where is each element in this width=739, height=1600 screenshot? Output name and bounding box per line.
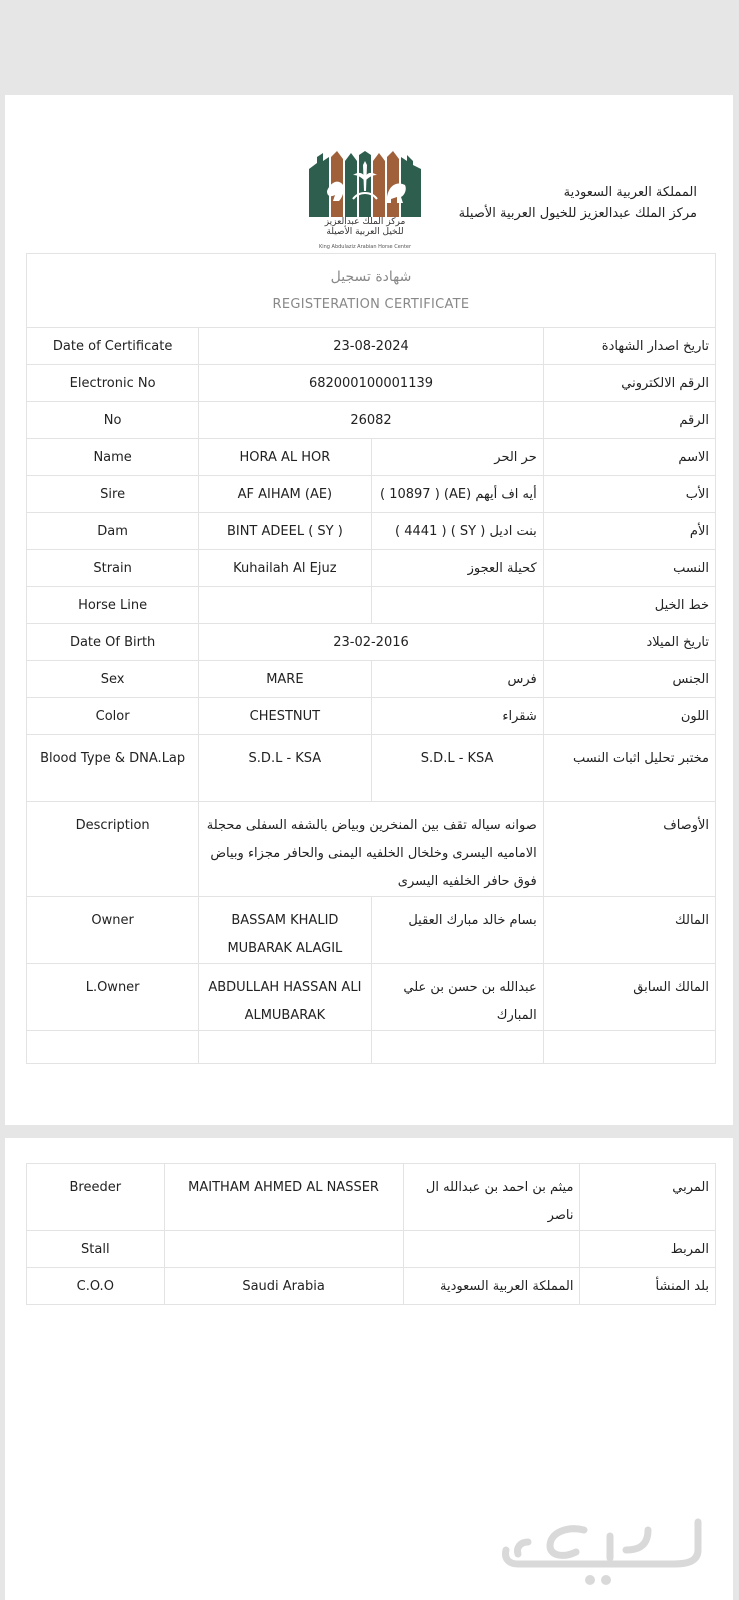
table-row-no [27, 402, 716, 439]
certificate-title-en: REGISTERATION CERTIFICATE [272, 297, 470, 312]
label-en: Stall [27, 1231, 165, 1268]
label-en: Blood Type & DNA.Lap [27, 735, 199, 802]
haraj-watermark-icon [498, 1502, 710, 1594]
table-row-coo [27, 1268, 716, 1305]
table-row-empty [27, 1031, 716, 1064]
value-ar [403, 1231, 580, 1268]
value: 26082 [199, 402, 544, 439]
value-en [199, 587, 371, 624]
value-ar: S.D.L - KSA [371, 735, 543, 802]
value: 23-08-2024 [199, 328, 544, 365]
value-en: BASSAM KHALID MUBARAK ALAGIL [199, 897, 371, 964]
label-ar: تاريخ الميلاد [543, 624, 715, 661]
value-ar: صوانه سياله تقف بين المنخرين وبياض بالشفه السفلى محجلة الاماميه اليسرى وخلخال الخلفيه اليمنى والحافر مجزاء وبياض فوق حافر الخلفيه اليسرى [199, 802, 544, 897]
label-ar: الأم [543, 513, 715, 550]
label-en: Breeder [27, 1164, 165, 1231]
label-en: Electronic No [27, 365, 199, 402]
logo-emblem-icon [309, 151, 421, 217]
label-ar: الأوصاف [543, 802, 715, 897]
value-ar: بسام خالد مبارك العقيل [371, 897, 543, 964]
label-ar: الاسم [543, 439, 715, 476]
value-ar: المملكة العربية السعودية [403, 1268, 580, 1305]
table-row-name [27, 439, 716, 476]
certificate-table [26, 253, 716, 1064]
watermark-text: حراج [604, 1589, 609, 1591]
value-en: ABDULLAH HASSAN ALI ALMUBARAK [199, 964, 371, 1031]
logo-text-ar-2: للخيل العربية الأصيلة [326, 227, 404, 237]
label-en: Dam [27, 513, 199, 550]
value-ar: ميثم بن احمد بن عبدالله ال ناصر [403, 1164, 580, 1231]
label-ar: تاريخ اصدار الشهادة [543, 328, 715, 365]
value-ar: شقراء [371, 698, 543, 735]
label-en: C.O.O [27, 1268, 165, 1305]
label-ar: اللون [543, 698, 715, 735]
label-en: Sex [27, 661, 199, 698]
table-row-date-of-birth [27, 624, 716, 661]
table-row-breeder [27, 1164, 716, 1231]
table-row-sire [27, 476, 716, 513]
label-ar: خط الخيل [543, 587, 715, 624]
value-ar [371, 587, 543, 624]
table-row-owner [27, 897, 716, 964]
value-en: Kuhailah Al Ejuz [199, 550, 371, 587]
label-ar: المربي [580, 1164, 716, 1231]
value-en: MARE [199, 661, 371, 698]
center-logo [309, 151, 421, 251]
label-en: Date of Certificate [27, 328, 199, 365]
value-ar: فرس [371, 661, 543, 698]
value-en: BINT ADEEL ( SY ) [199, 513, 371, 550]
table-row-horse-line [27, 587, 716, 624]
value-en: MAITHAM AHMED AL NASSER [164, 1164, 403, 1231]
label-en: Owner [27, 897, 199, 964]
table-row-color [27, 698, 716, 735]
label-ar: الأب [543, 476, 715, 513]
value-en: HORA AL HOR [199, 439, 371, 476]
certificate-title-ar: شهادة تسجيل [330, 269, 412, 285]
value-en [164, 1231, 403, 1268]
table-row-stall [27, 1231, 716, 1268]
org-line-1: المملكة العربية السعودية [563, 185, 697, 200]
value-en: AF AIHAM (AE) [199, 476, 371, 513]
label-ar: المالك السابق [543, 964, 715, 1031]
table-row-sex [27, 661, 716, 698]
value: 23-02-2016 [199, 624, 544, 661]
value-ar: أيه اف أيهم (AE) ( 10897 ) [371, 476, 543, 513]
title-row [27, 254, 716, 328]
logo-text-en: King Abdulaziz Arabian Horse Center [318, 244, 412, 250]
label-en: Strain [27, 550, 199, 587]
value-ar: حر الحر [371, 439, 543, 476]
value-ar: كحيلة العجوز [371, 550, 543, 587]
label-ar: الرقم [543, 402, 715, 439]
value-en: Saudi Arabia [164, 1268, 403, 1305]
label-ar: بلد المنشأ [580, 1268, 716, 1305]
table-row-blood-type [27, 735, 716, 802]
value-en: S.D.L - KSA [199, 735, 371, 802]
table-row-dam [27, 513, 716, 550]
value-en: CHESTNUT [199, 698, 371, 735]
table-row-description [27, 802, 716, 897]
label-ar: الرقم الالكتروني [543, 365, 715, 402]
label-en: Description [27, 802, 199, 897]
label-ar: المالك [543, 897, 715, 964]
certificate-page-1 [5, 95, 733, 1125]
value-ar: بنت اديل ( SY ) ( 4441 ) [371, 513, 543, 550]
label-ar: الجنس [543, 661, 715, 698]
value-ar: عبدالله بن حسن بن علي المبارك [371, 964, 543, 1031]
table-row-electronic-no [27, 365, 716, 402]
label-ar: النسب [543, 550, 715, 587]
label-ar: مختبر تحليل اثبات النسب [543, 735, 715, 802]
value: 682000100001139 [199, 365, 544, 402]
label-en: Name [27, 439, 199, 476]
logo-text-ar-1: مركز الملك عبدالعزيز [324, 217, 406, 227]
org-line-2: مركز الملك عبدالعزيز للخيول العربية الأصيلة [458, 206, 697, 221]
label-en: No [27, 402, 199, 439]
label-en: L.Owner [27, 964, 199, 1031]
table-row-date-of-certificate [27, 328, 716, 365]
table-row-l-owner [27, 964, 716, 1031]
label-en: Color [27, 698, 199, 735]
label-ar: المربط [580, 1231, 716, 1268]
label-en: Sire [27, 476, 199, 513]
certificate-table-continued [26, 1163, 716, 1305]
table-row-strain [27, 550, 716, 587]
label-en: Date Of Birth [27, 624, 199, 661]
label-en: Horse Line [27, 587, 199, 624]
